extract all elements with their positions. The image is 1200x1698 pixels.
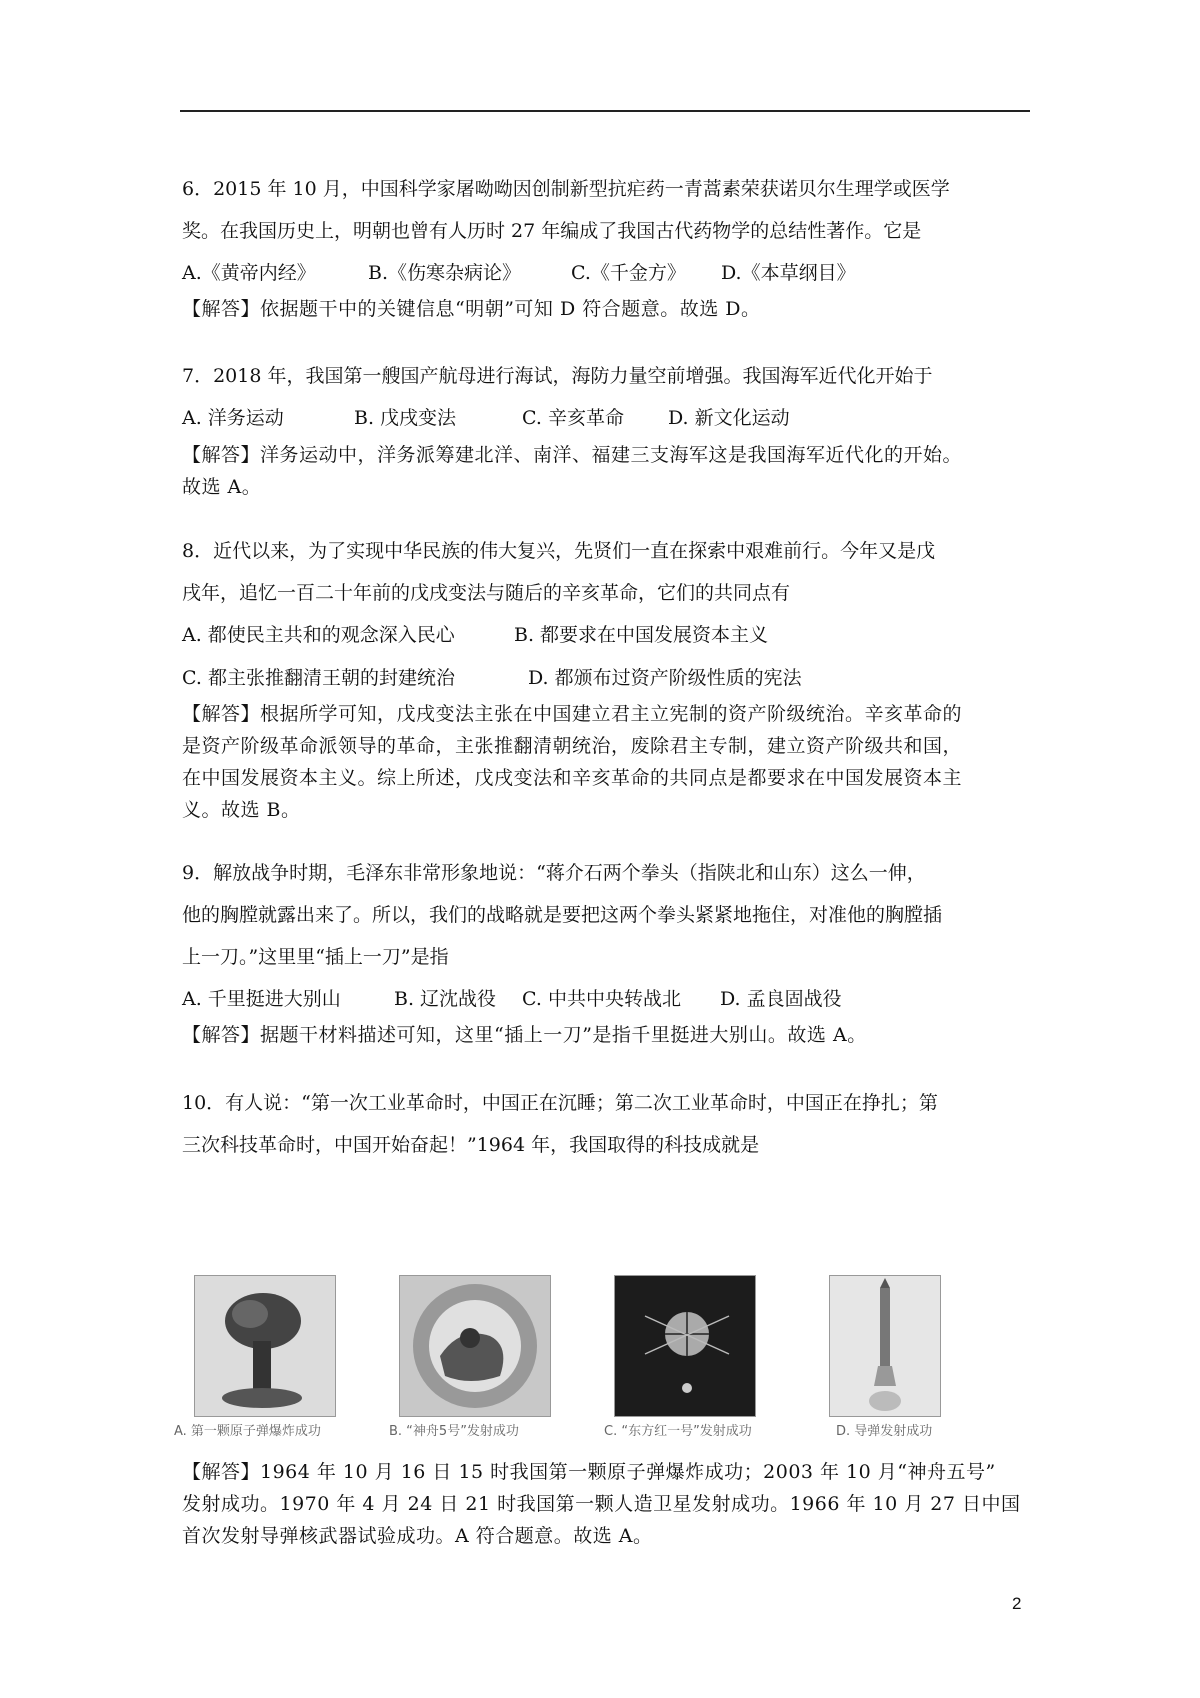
q6-option-c[interactable]: C.《千金方》 [571,262,686,284]
q8-answer-line3: 在中国发展资本主义。综上所述，戊戌变法和辛亥革命的共同点是都要求在中国发展资本主 [182,767,963,789]
q6-answer: 【解答】依据题干中的关键信息“明朝”可知 D 符合题意。故选 D。 [182,298,761,320]
q7-answer-line1: 【解答】洋务运动中，洋务派筹建北洋、南洋、福建三支海军这是我国海军近代化的开始。 [182,444,963,466]
q10-image-options [174,1275,1034,1445]
q9-stem-line1: 9．解放战争时期，毛泽东非常形象地说：“蒋介石两个拳头（指陕北和山东）这么一伸， [182,862,926,884]
q10-caption-a: A. 第一颗原子弹爆炸成功 [174,1424,321,1439]
dongfanghong-photo[interactable] [614,1275,756,1417]
q10-stem-line1: 10．有人说：“第一次工业革命时，中国正在沉睡；第二次工业革命时，中国正在挣扎；第 [182,1092,938,1114]
q7-stem-line1: 7．2018 年，我国第一艘国产航母进行海试，海防力量空前增强。我国海军近代化开始于 [182,365,933,387]
q9-option-d[interactable]: D. 孟良固战役 [720,988,842,1010]
q10-caption-c: C. “东方红一号”发射成功 [604,1424,752,1439]
q7-option-b[interactable]: B. 戊戌变法 [354,407,457,429]
missile-photo[interactable] [829,1275,941,1417]
q10-caption-b: B. “神舟5号”发射成功 [389,1424,519,1439]
atomic-bomb-photo[interactable] [194,1275,336,1417]
shenzhou5-photo[interactable] [399,1275,551,1417]
q6-options [182,260,856,286]
q10-answer-line2: 发射成功。1970 年 4 月 24 日 21 时我国第一颗人造卫星发射成功。1966 年 10 月 27 日中国 [182,1493,1021,1515]
page-number: 2 [1012,1594,1022,1613]
q8-option-c[interactable]: C. 都主张推翻清王朝的封建统治 [182,667,455,689]
q9-answer: 【解答】据题干材料描述可知，这里“插上一刀”是指千里挺进大别山。故选 A。 [182,1024,867,1046]
q8-answer-line4: 义。故选 B。 [182,799,301,821]
q9-options [182,986,842,1012]
q6-stem-line1: 6．2015 年 10 月，中国科学家屠呦呦因创制新型抗疟药一青蒿素荣获诺贝尔生理学或医学 [182,178,950,200]
q7-option-c[interactable]: C. 辛亥革命 [522,407,624,429]
q8-options-row2 [182,665,802,691]
q8-stem-line1: 8．近代以来，为了实现中华民族的伟大复兴，先贤们一直在探索中艰难前行。今年又是戊 [182,540,936,562]
q8-options-row1 [182,622,768,648]
q9-stem-line2: 他的胸膛就露出来了。所以，我们的战略就是要把这两个拳头紧紧地拖住，对准他的胸膛插 [182,904,943,926]
q7-option-d[interactable]: D. 新文化运动 [668,407,790,429]
q8-option-a[interactable]: A. 都使民主共和的观念深入民心 [182,624,455,646]
q9-option-a[interactable]: A. 千里挺进大别山 [182,988,341,1010]
q9-option-b[interactable]: B. 辽沈战役 [394,988,497,1010]
q8-option-d[interactable]: D. 都颁布过资产阶级性质的宪法 [528,667,802,689]
q6-option-b[interactable]: B.《伤寒杂病论》 [368,262,522,284]
q8-answer-line1: 【解答】根据所学可知，戊戌变法主张在中国建立君主立宪制的资产阶级统治。辛亥革命的 [182,703,963,725]
q8-option-b[interactable]: B. 都要求在中国发展资本主义 [514,624,769,646]
q9-option-c[interactable]: C. 中共中央转战北 [522,988,681,1010]
q10-caption-d: D. 导弹发射成功 [836,1424,933,1439]
astronaut-icon [400,1276,550,1416]
q7-answer-line2: 故选 A。 [182,476,262,498]
q6-option-d[interactable]: D.《本草纲目》 [721,262,856,284]
header-rule [180,110,1030,112]
q6-stem-line2: 奖。在我国历史上，明朝也曾有人历时 27 年编成了我国古代药物学的总结性著作。它是 [182,220,922,242]
satellite-icon [615,1276,755,1416]
q10-answer-line1: 【解答】1964 年 10 月 16 日 15 时我国第一颗原子弹爆炸成功；2003 年 10 月“神舟五号” [182,1461,996,1483]
q9-stem-line3: 上一刀。”这里里“插上一刀”是指 [182,946,449,968]
q7-options [182,405,790,431]
q8-stem-line2: 戌年，追忆一百二十年前的戊戌变法与随后的辛亥革命，它们的共同点有 [182,582,791,604]
q7-option-a[interactable]: A. 洋务运动 [182,407,284,429]
q8-answer-line2: 是资产阶级革命派领导的革命，主张推翻清朝统治，废除君主专制，建立资产阶级共和国， [182,735,963,757]
mushroom-cloud-icon [195,1276,335,1416]
q10-answer-line3: 首次发射导弹核武器试验成功。A 符合题意。故选 A。 [182,1525,653,1547]
q10-stem-line2: 三次科技革命时，中国开始奋起！”1964 年，我国取得的科技成就是 [182,1134,760,1156]
q6-option-a[interactable]: A.《黄帝内经》 [182,262,316,284]
missile-icon [830,1276,940,1416]
